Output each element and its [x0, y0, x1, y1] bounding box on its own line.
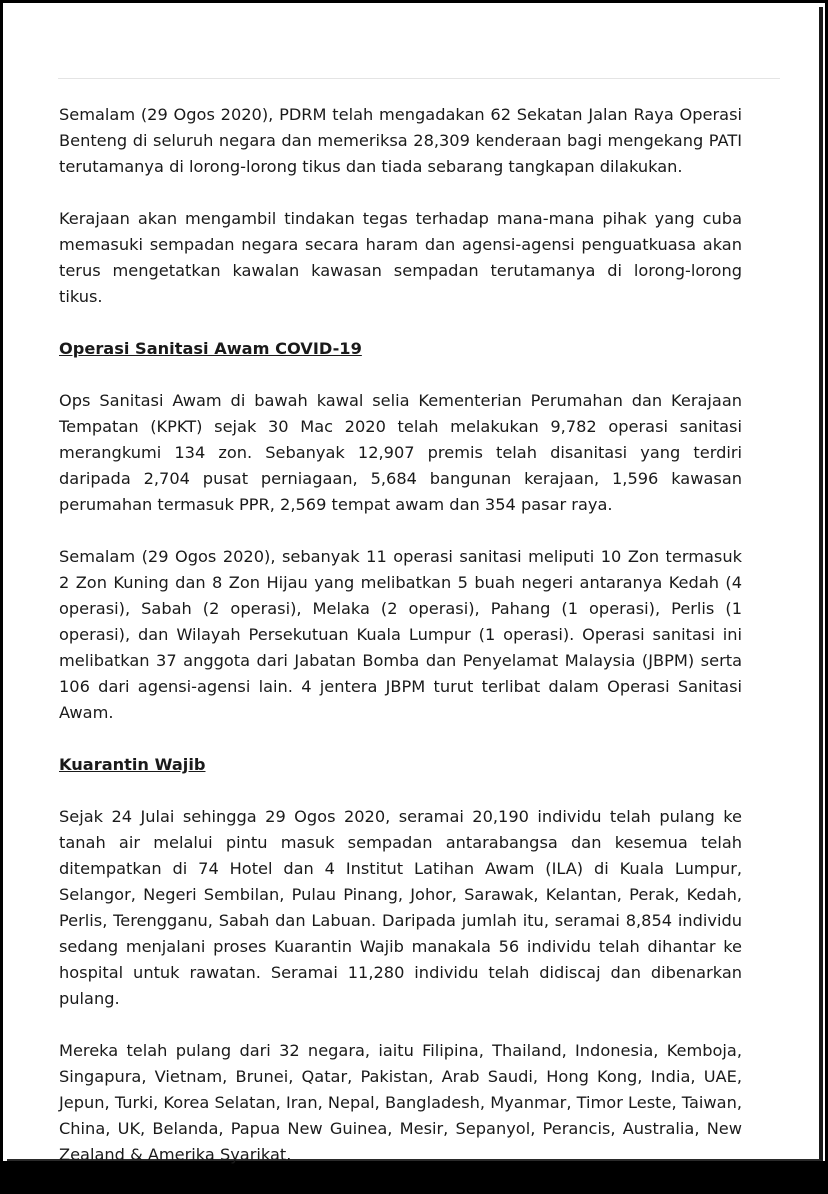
paragraph-kuarantin-negara: Mereka telah pulang dari 32 negara, iaitu Filipina, Thailand, Indonesia, Kemboja, Singapura, Vietnam, Brunei, Qatar, Pakistan, Arab Saudi, Hong Kong, India, UAE, Jepun, Turki, Korea Selatan, Iran, Nepal, Bangladesh, Myanmar, Timor Leste, Taiwan, China, UK, Belanda, Papua New Guinea, Mesir, Sepanyol, Perancis, Australia, New Zealand & Amerika Syarikat. [59, 1041, 742, 1164]
paragraph-ops-sanitasi-summary: Ops Sanitasi Awam di bawah kawal selia Kementerian Perumahan dan Kerajaan Tempatan (KPKT) sejak 30 Mac 2020 telah melakukan 9,782 operasi sanitasi merangkumi 134 zon. Sebanyak 12,907 premis telah disanitasi yang terdiri daripada 2,704 pusat perniagaan, 5,684 bangunan kerajaan, 1,596 kawasan perumahan termasuk PPR, 2,569 tempat awam dan 354 pasar raya. [59, 391, 742, 514]
document-content [59, 102, 742, 1194]
page-body [7, 7, 823, 1164]
heading-kuarantin-wajib: Kuarantin Wajib [59, 755, 206, 774]
paragraph-sekatan-jalan-raya: Semalam (29 Ogos 2020), PDRM telah mengadakan 62 Sekatan Jalan Raya Operasi Benteng di seluruh negara dan memeriksa 28,309 kenderaan bagi mengekang PATI terutamanya di lorong-lorong tikus dan tiada sebarang tangkapan dilakukan. [59, 105, 742, 176]
paragraph-ops-sanitasi-semalam: Semalam (29 Ogos 2020), sebanyak 11 operasi sanitasi meliputi 10 Zon termasuk 2 Zon Kuning dan 8 Zon Hijau yang melibatkan 5 buah negeri antaranya Kedah (4 operasi), Sabah (2 operasi), Melaka (2 operasi), Pahang (1 operasi), Perlis (1 operasi), dan Wilayah Persekutuan Kuala Lumpur (1 operasi). Operasi sanitasi ini melibatkan 37 anggota dari Jabatan Bomba dan Penyelamat Malaysia (JBPM) serta 106 dari agensi-agensi lain. 4 jentera JBPM turut terlibat dalam Operasi Sanitasi Awam. [59, 547, 742, 722]
header-divider [58, 78, 780, 79]
paragraph-kuarantin-summary: Sejak 24 Julai sehingga 29 Ogos 2020, seramai 20,190 individu telah pulang ke tanah air melalui pintu masuk sempadan antarabangsa dan kesemua telah ditempatkan di 74 Hotel dan 4 Institut Latihan Awam (ILA) di Kuala Lumpur, Selangor, Negeri Sembilan, Pulau Pinang, Johor, Sarawak, Kelantan, Perak, Kedah, Perlis, Terengganu, Sabah dan Labuan. Daripada jumlah itu, seramai 8,854 individu sedang menjalani proses Kuarantin Wajib manakala 56 individu telah dihantar ke hospital untuk rawatan. Seramai 11,280 individu telah didiscaj dan dibenarkan pulang. [59, 807, 742, 1008]
paragraph-tindakan-tegas: Kerajaan akan mengambil tindakan tegas terhadap mana-mana pihak yang cuba memasuki sempadan negara secara haram dan agensi-agensi penguatkuasa akan terus mengetatkan kawalan kawasan sempadan terutamanya di lorong-lorong tikus. [59, 209, 742, 306]
heading-operasi-sanitasi: Operasi Sanitasi Awam COVID-19 [59, 339, 362, 358]
